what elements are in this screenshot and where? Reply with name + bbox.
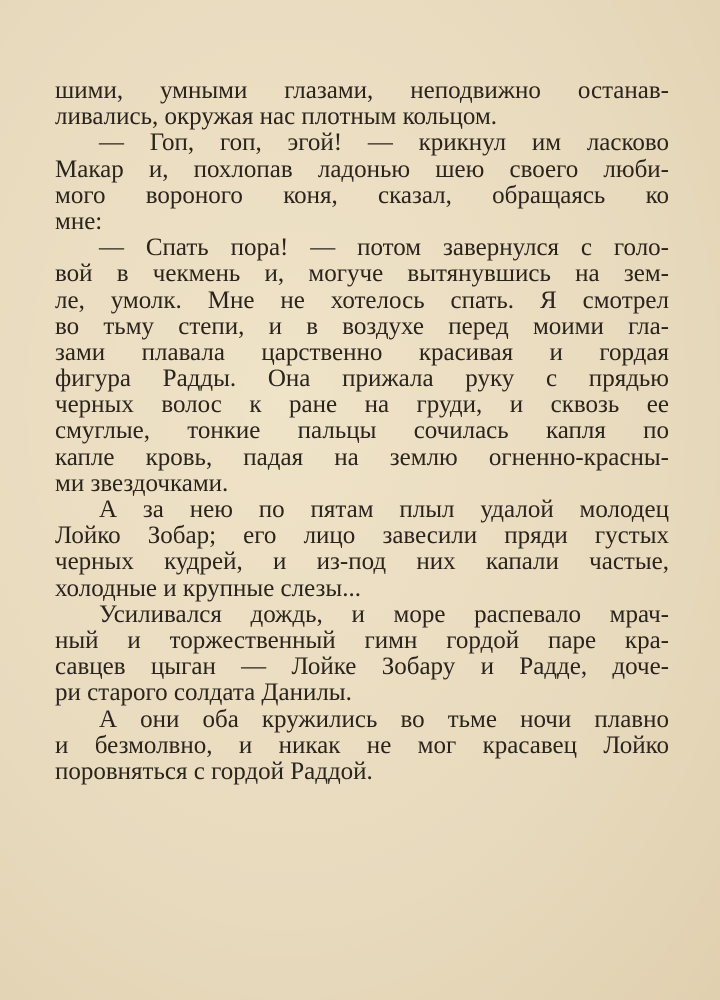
text-line: савцев цыган — Лойке Зобару и Радде, доче- xyxy=(55,653,669,681)
text-line: ми звездочками. xyxy=(55,469,229,497)
text-line: зами плавала царственно красивая и гордая xyxy=(55,338,669,366)
text-line: мне: xyxy=(55,207,103,235)
text-line: Макар и, похлопав ладонью шею своего люби- xyxy=(55,155,669,183)
text-line: А за нею по пятам плыл удалой молодец xyxy=(99,496,669,523)
text-line: и безмолвно, и никак не мог красавец Лойко xyxy=(55,731,669,759)
text-line: ле, умолк. Мне не хотелось спать. Я смотрел xyxy=(55,286,669,314)
text-line: Лойко Зобар; его лицо завесили пряди густых xyxy=(55,522,669,550)
text-line: шими, умными глазами, неподвижно останав- xyxy=(55,77,669,104)
text-line: смуглые, тонкие пальцы сочилась капля по xyxy=(55,417,669,445)
book-page-body xyxy=(55,78,669,785)
text-line: капле кровь, падая на землю огненно-красны- xyxy=(55,443,669,471)
text-line: холодные и крупные слезы... xyxy=(55,574,361,602)
text-line: во тьму степи, и в воздухе перед моими гла- xyxy=(55,312,669,340)
text-line: А они оба кружились во тьме ночи плавно xyxy=(99,705,669,733)
text-line: — Спать пора! — потом завернулся с голо- xyxy=(99,234,669,262)
text-line: фигура Радды. Она прижала руку с прядью xyxy=(55,365,669,393)
text-line: вой в чекмень и, могуче вытянувшись на зем- xyxy=(55,260,669,288)
text-line: Усиливался дождь, и море распевало мрач- xyxy=(99,600,669,628)
text-line: мого вороного коня, сказал, обращаясь ко xyxy=(55,181,669,209)
text-line: ри старого солдата Данилы. xyxy=(55,679,352,707)
text-line: поровняться с гордой Раддой. xyxy=(55,757,373,785)
text-line: ный и торжественный гимн гордой паре кра- xyxy=(55,626,669,654)
text-line: ливались, окружая нас плотным кольцом. xyxy=(55,103,498,131)
text-line: — Гоп, гоп, эгой! — крикнул им ласково xyxy=(99,129,669,157)
text-line: черных волос к ране на груди, и сквозь ее xyxy=(55,391,669,419)
text-line: черных кудрей, и из-под них капали частые, xyxy=(55,548,669,576)
